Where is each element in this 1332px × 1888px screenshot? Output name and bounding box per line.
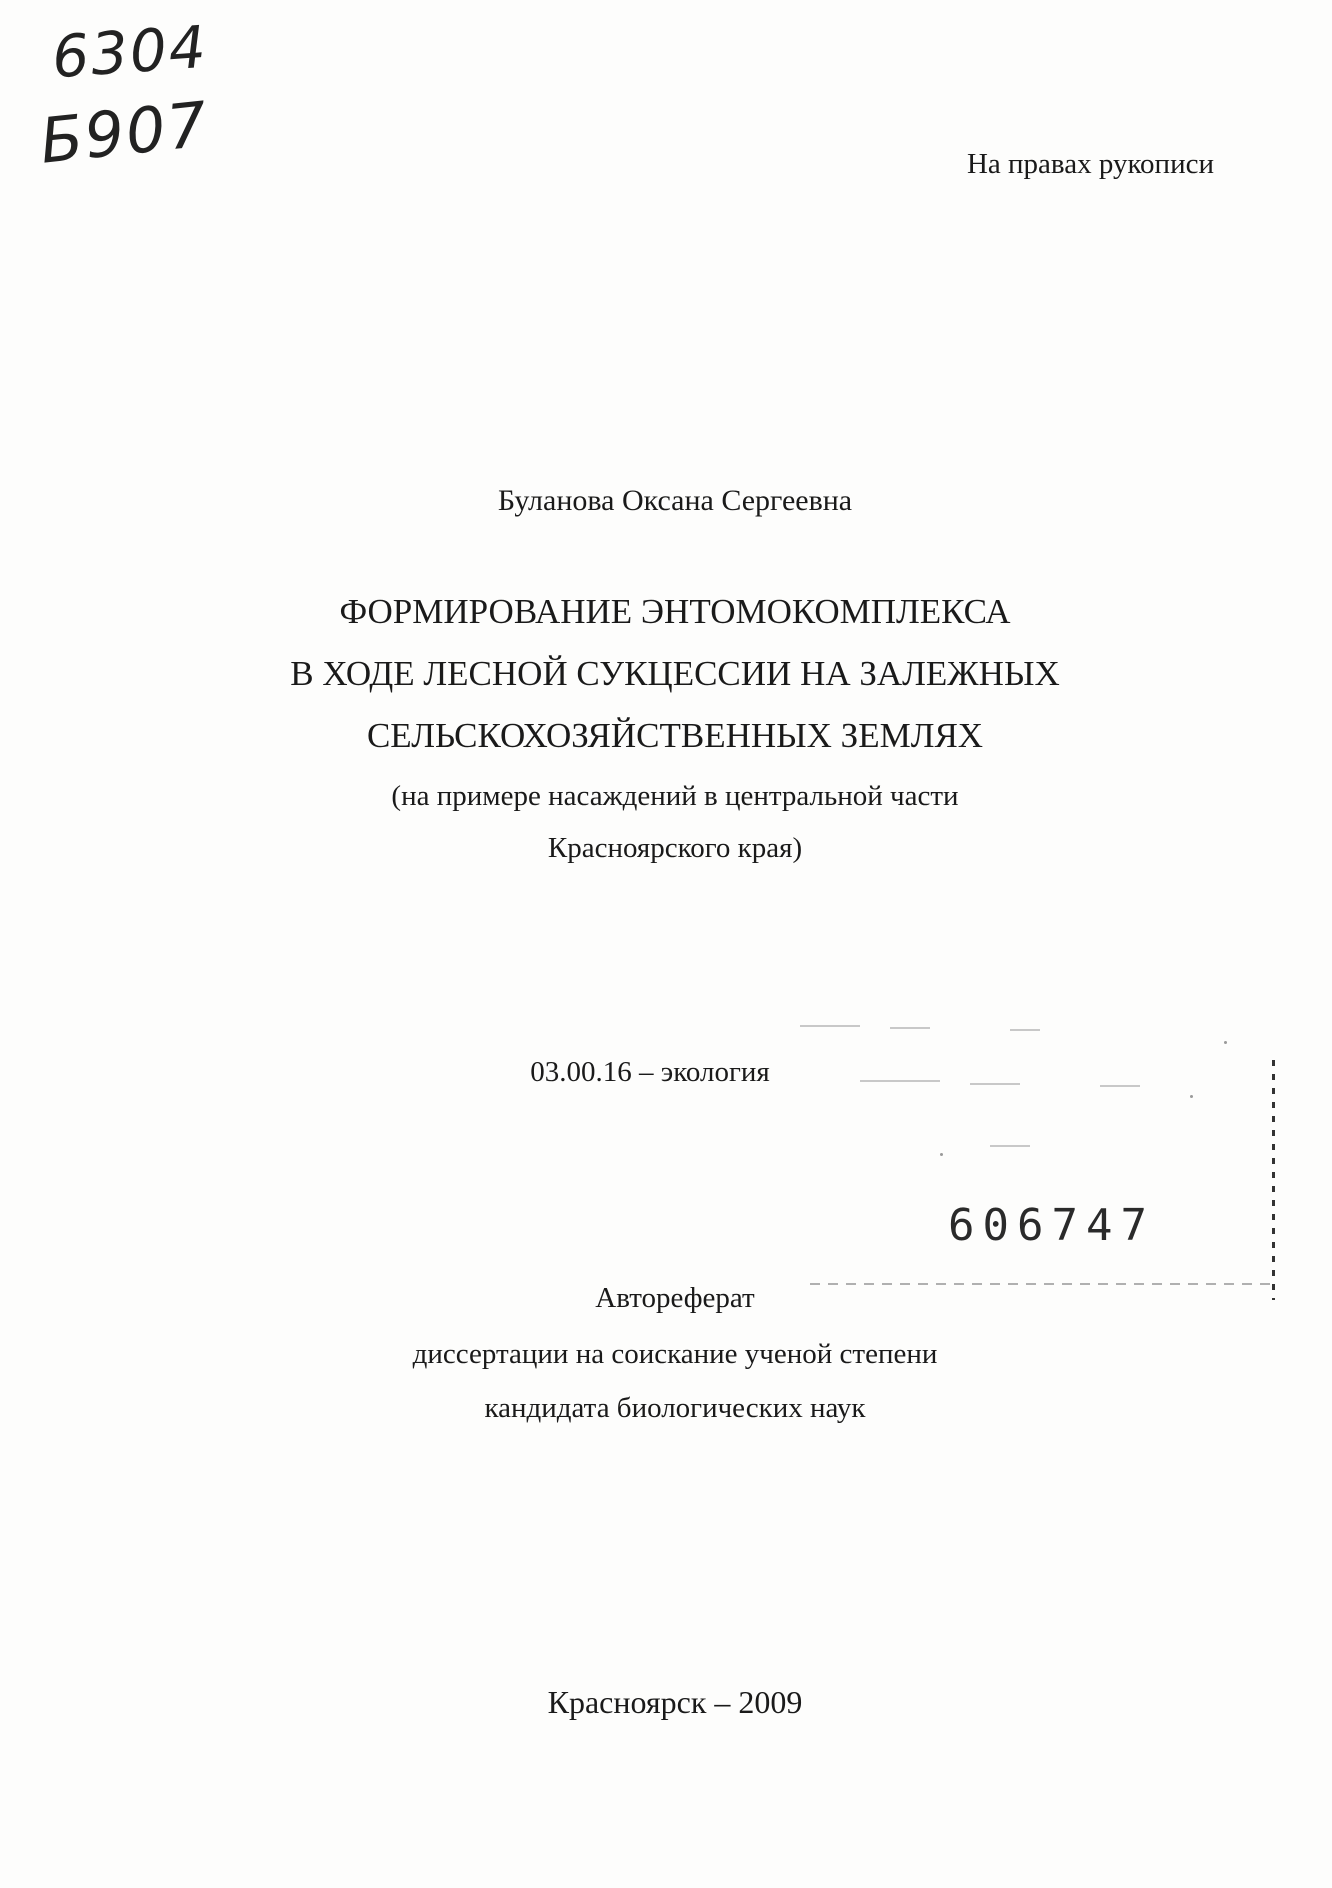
abstract-line: Автореферат [595, 1282, 755, 1314]
stamp-edge-line [1272, 1060, 1275, 1300]
author-name: Буланова Оксана Сергеевна [497, 484, 853, 517]
abstract-line: кандидата биологических наук [484, 1392, 866, 1424]
handwritten-shelf-code: 6304 [49, 12, 210, 92]
library-stamp [800, 1025, 1280, 1315]
title-line: В ХОДЕ ЛЕСНОЙ СУКЦЕССИИ НА ЗАЛЕЖНЫХ [290, 654, 1060, 693]
subtitle-line: (на примере насаждений в центральной части [391, 780, 959, 812]
place-and-year: Красноярск – 2009 [547, 1684, 803, 1720]
title-line: СЕЛЬСКОХОЗЯЙСТВЕННЫХ ЗЕМЛЯХ [366, 716, 984, 755]
title-line: ФОРМИРОВАНИЕ ЭНТОМОКОМПЛЕКСА [339, 592, 1011, 631]
specialty-code: 03.00.16 – экология [530, 1056, 770, 1088]
subtitle-line: Красноярского края) [547, 832, 803, 864]
manuscript-rights-mark: На правах рукописи [966, 148, 1214, 180]
abstract-line: диссертации на соискание ученой степени [412, 1338, 938, 1370]
handwritten-catalog-code: Б907 [36, 87, 213, 178]
inventory-number-stamp: 606747 [948, 1200, 1155, 1251]
